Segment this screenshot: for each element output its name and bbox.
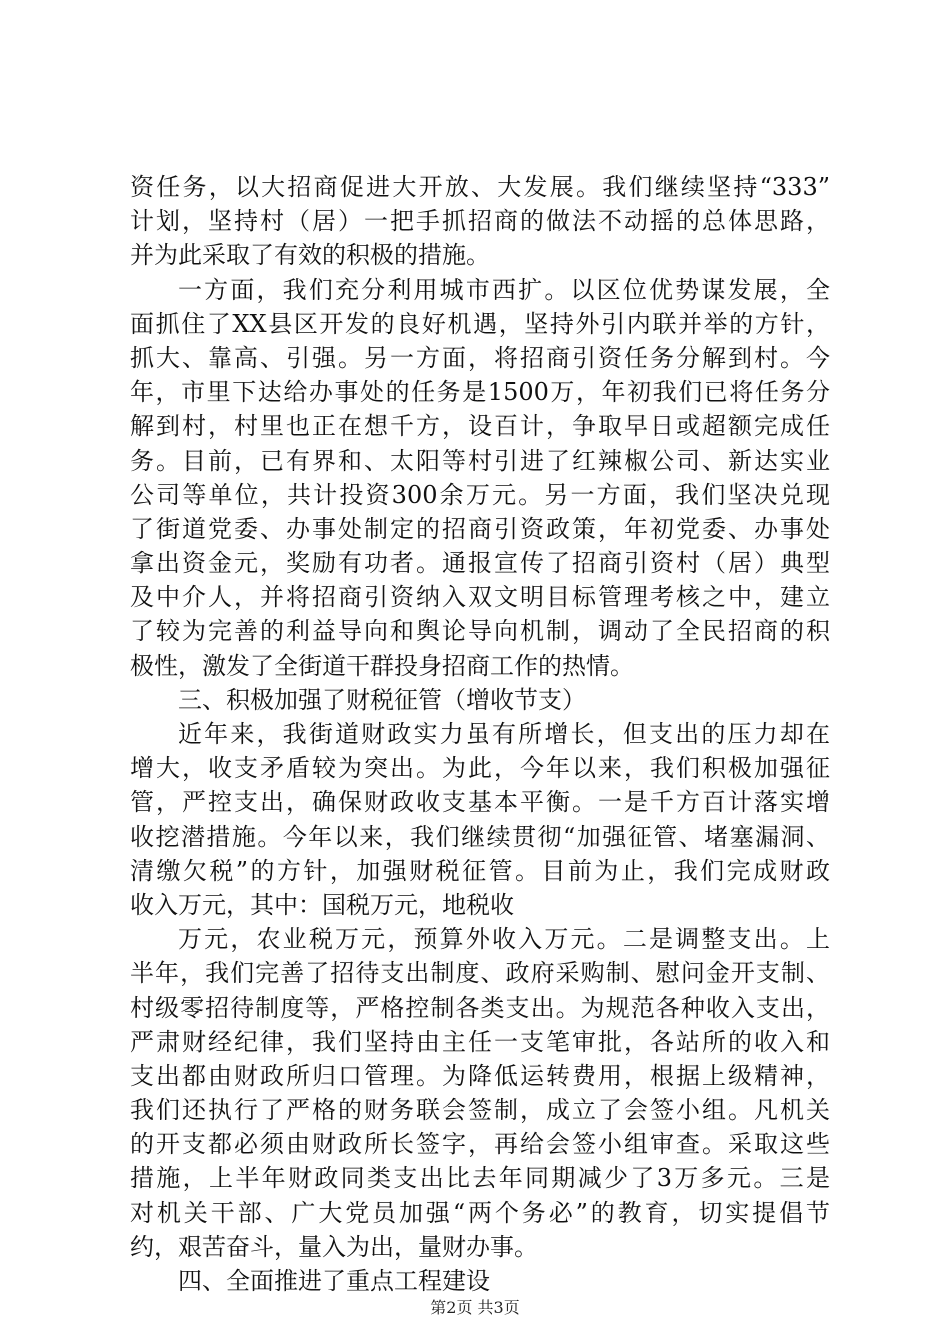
text-line: 抓大、靠高、引强。另一方面，将招商引资任务分解到村。今	[130, 343, 830, 372]
text-line: 了较为完善的利益导向和舆论导向机制，调动了全民招商的积	[130, 617, 830, 646]
text-line: 年，市里下达给办事处的任务是1500万，年初我们已将任务分	[130, 378, 830, 407]
text-line: 严肃财经纪律，我们坚持由主任一支笔审批，各站所的收入和	[130, 1027, 830, 1056]
text-line: 解到村，村里也正在想千方，设百计，争取早日或超额完成任	[130, 412, 830, 441]
section-heading: 三、积极加强了财税征管（增收节支）	[178, 685, 586, 714]
text-line: 对机关干部、广大党员加强“两个务必”的教育，切实提倡节	[130, 1198, 830, 1227]
text-line: 一方面，我们充分利用城市西扩。以区位优势谋发展，全	[178, 275, 830, 304]
text-line: 面抓住了XX县区开发的良好机遇，坚持外引内联并举的方针，	[130, 309, 830, 338]
text-line: 近年来，我街道财政实力虽有所增长，但支出的压力却在	[178, 720, 830, 748]
text-line: 清缴欠税”的方针，加强财税征管。目前为止，我们完成财政	[130, 856, 830, 885]
text-line: 资任务，以大招商促进大开放、大发展。我们继续坚持“333”	[130, 173, 830, 201]
text-line: 约，艰苦奋斗，量入为出，量财办事。	[130, 1232, 538, 1261]
text-line: 及中介人，并将招商引资纳入双文明目标管理考核之中，建立	[130, 583, 830, 612]
text-line: 管，严控支出，确保财政收支基本平衡。一是千方百计落实增	[130, 788, 830, 817]
text-line: 公司等单位，共计投资300余万元。另一方面，我们坚决兑现	[130, 480, 830, 509]
text-line: 并为此采取了有效的积极的措施。	[130, 241, 490, 270]
text-line: 极性，激发了全街道干群投身招商工作的热情。	[130, 651, 634, 680]
section-heading: 四、全面推进了重点工程建设	[178, 1267, 490, 1295]
text-line: 收挖潜措施。今年以来，我们继续贯彻“加强征管、堵塞漏洞、	[130, 822, 830, 851]
document-body	[130, 170, 830, 1298]
text-line: 增大，收支矛盾较为突出。为此，今年以来，我们积极加强征	[130, 754, 830, 783]
text-line: 了街道党委、办事处制定的招商引资政策，年初党委、办事处	[130, 514, 830, 543]
text-line: 万元，农业税万元，预算外收入万元。二是调整支出。上	[178, 925, 830, 954]
text-line: 拿出资金元，奖励有功者。通报宣传了招商引资村（居）典型	[130, 549, 830, 578]
text-line: 我们还执行了严格的财务联会签制，成立了会签小组。凡机关	[130, 1096, 830, 1125]
text-line: 半年，我们完善了招待支出制度、政府采购制、慰问金开支制、	[130, 959, 830, 988]
text-line: 收入万元，其中：国税万元，地税收	[130, 890, 514, 919]
text-line: 务。目前，已有界和、太阳等村引进了红辣椒公司、新达实业	[130, 446, 830, 475]
text-line: 措施，上半年财政同类支出比去年同期减少了3万多元。三是	[130, 1164, 830, 1193]
text-line: 的开支都必须由财政所长签字，再给会签小组审查。采取这些	[130, 1130, 830, 1159]
text-line: 计划，坚持村（居）一把手抓招商的做法不动摇的总体思路，	[130, 207, 830, 236]
page-number: 第2页 共3页	[430, 1298, 520, 1317]
text-line: 村级零招待制度等，严格控制各类支出。为规范各种收入支出，	[130, 993, 830, 1022]
text-line: 支出都由财政所归口管理。为降低运转费用，根据上级精神，	[130, 1061, 830, 1090]
